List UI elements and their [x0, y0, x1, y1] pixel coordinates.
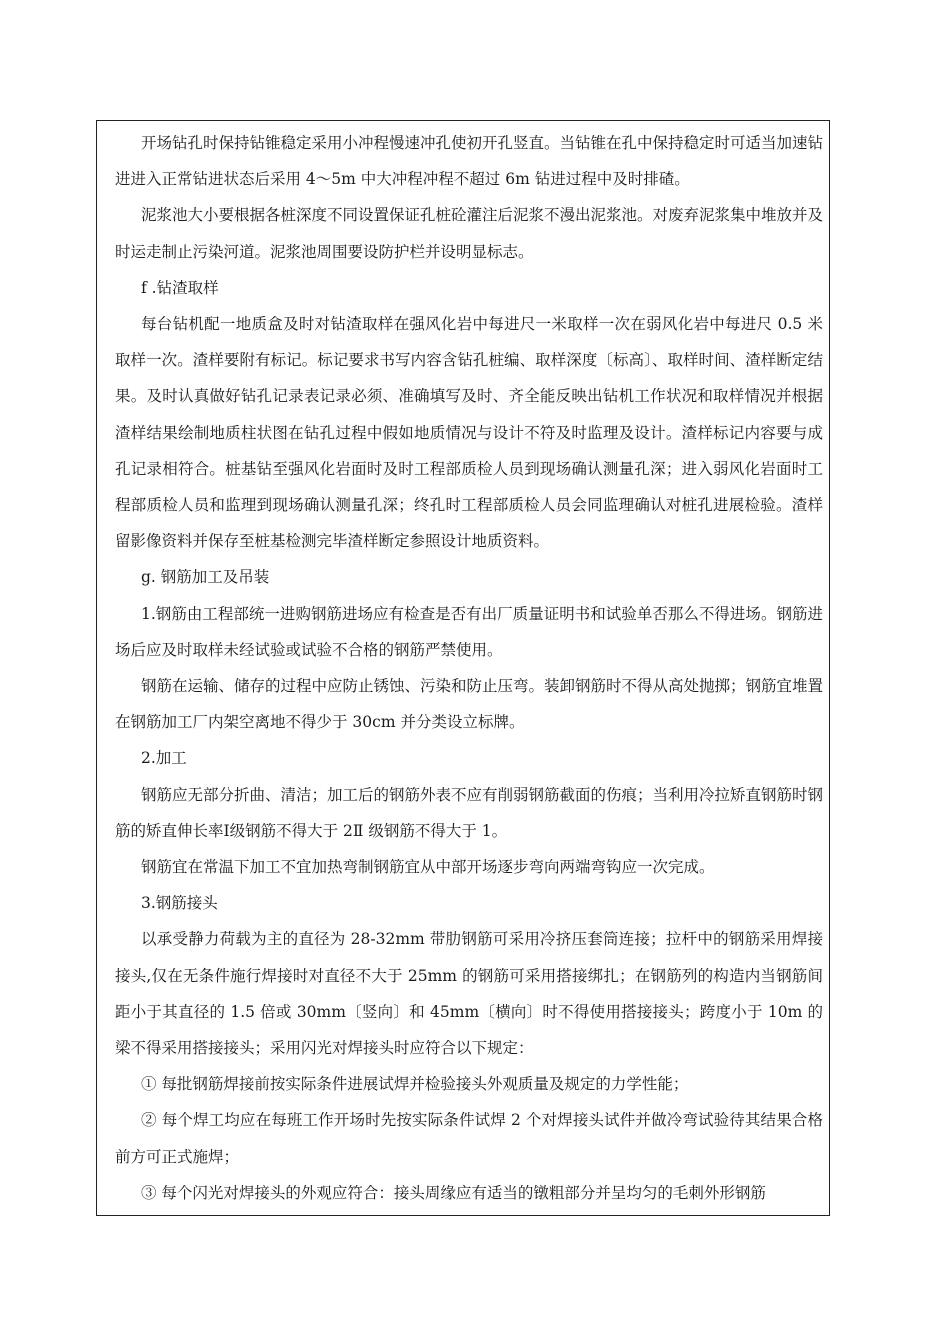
- heading-f-sampling: f .钻渣取样: [141, 278, 219, 297]
- paragraph-processing: 钢筋应无部分折曲、清洁；加工后的钢筋外表不应有削弱钢筋截面的伤痕；当利用冷拉矫直钢筋时钢筋的矫直伸长率Ⅰ级钢筋不得大于 2Ⅱ 级钢筋不得大于 1。: [115, 785, 824, 840]
- document-frame: [96, 120, 830, 1216]
- paragraph-sampling: 每台钻机配一地质盒及时对钻渣取样在强风化岩中每进尺一米取样一次在弱风化岩中每进尺 0.5 米取样一次。渣样要附有标记。标记要求书写内容含钻孔桩编、取样深度〔标高〕、取样时间、渣样断定结果。及时认真做好钻孔记录表记录必须、准确填写及时、齐全能反映出钻机工作状况和取样情况并根据渣样结果绘制地质柱状图在钻孔过程中假如地质情况与设计不符及时监理及设计。渣样标记内容要与成孔记录相符合。桩基钻至强风化岩面时及时工程部质检人员到现场确认测量孔深；进入弱风化岩面时工程部质检人员和监理到现场确认测量孔深；终孔时工程部质检人员会同监理确认对桩孔进展检验。渣样留影像资料并保存至桩基检测完毕渣样断定参照设计地质资料。: [115, 315, 823, 551]
- paragraph-mud-pool: 泥浆池大小要根据各桩深度不同设置保证孔桩砼灌注后泥浆不漫出泥浆池。对废弃泥浆集中堆放并及时运走制止污染河道。泥浆池周围要设防护栏并设明显标志。: [115, 206, 824, 261]
- heading-processing: 2.加工: [141, 749, 187, 768]
- paragraph-drilling-start: 开场钻孔时保持钻锥稳定采用小冲程慢速冲孔使初开孔竖直。当钻锥在孔中保持稳定时可适当加速钻进进入正常钻进状态后采用 4～5m 中大冲程冲程不超过 6m 钻进过程中及时排碴。: [115, 134, 824, 189]
- list-item-2: ② 每个焊工均应在每班工作开场时先按实际条件试焊 2 个对焊接头试件并做冷弯试验待其结果合格前方可正式施焊；: [115, 1111, 823, 1166]
- paragraph-rebar-purchase: 1.钢筋由工程部统一进购钢筋进场应有检查是否有出厂质量证明书和试验单否那么不得进场。钢筋进场后应及时取样未经试验或试验不合格的钢筋严禁使用。: [115, 604, 823, 659]
- heading-joints: 3.钢筋接头: [141, 894, 218, 913]
- document-body: [115, 125, 823, 1211]
- heading-g-rebar: g. 钢筋加工及吊装: [141, 568, 270, 587]
- list-item-1: ① 每批钢筋焊接前按实际条件进展试焊并检验接头外观质量及规定的力学性能；: [141, 1075, 689, 1094]
- paragraph-bending: 钢筋宜在常温下加工不宜加热弯制钢筋宜从中部开场逐步弯向两端弯钩应一次完成。: [141, 858, 715, 877]
- paragraph-rebar-storage: 钢筋在运输、储存的过程中应防止锈蚀、污染和防止压弯。装卸钢筋时不得从高处抛掷；钢筋宜堆置在钢筋加工厂内架空离地不得少于 30cm 并分类设立标牌。: [115, 677, 824, 732]
- paragraph-joints: 以承受静力荷载为主的直径为 28-32mm 带肋钢筋可采用冷挤压套筒连接；拉杆中的钢筋采用焊接接头,仅在无条件施行焊接时对直径不大于 25mm 的钢筋可采用搭接绑扎；在钢筋列的构造内当钢筋间距小于其直径的 1.5 倍或 30mm〔竖向〕和 45mm〔横向〕时不得使用搭接接头；跨度小于 10m 的梁不得采用搭接接头；采用闪光对焊接头时应符合以下规定：: [115, 930, 823, 1058]
- list-item-3: ③ 每个闪光对焊接头的外观应符合：接头周缘应有适当的镦粗部分并呈均匀的毛刺外形钢筋: [141, 1183, 766, 1202]
